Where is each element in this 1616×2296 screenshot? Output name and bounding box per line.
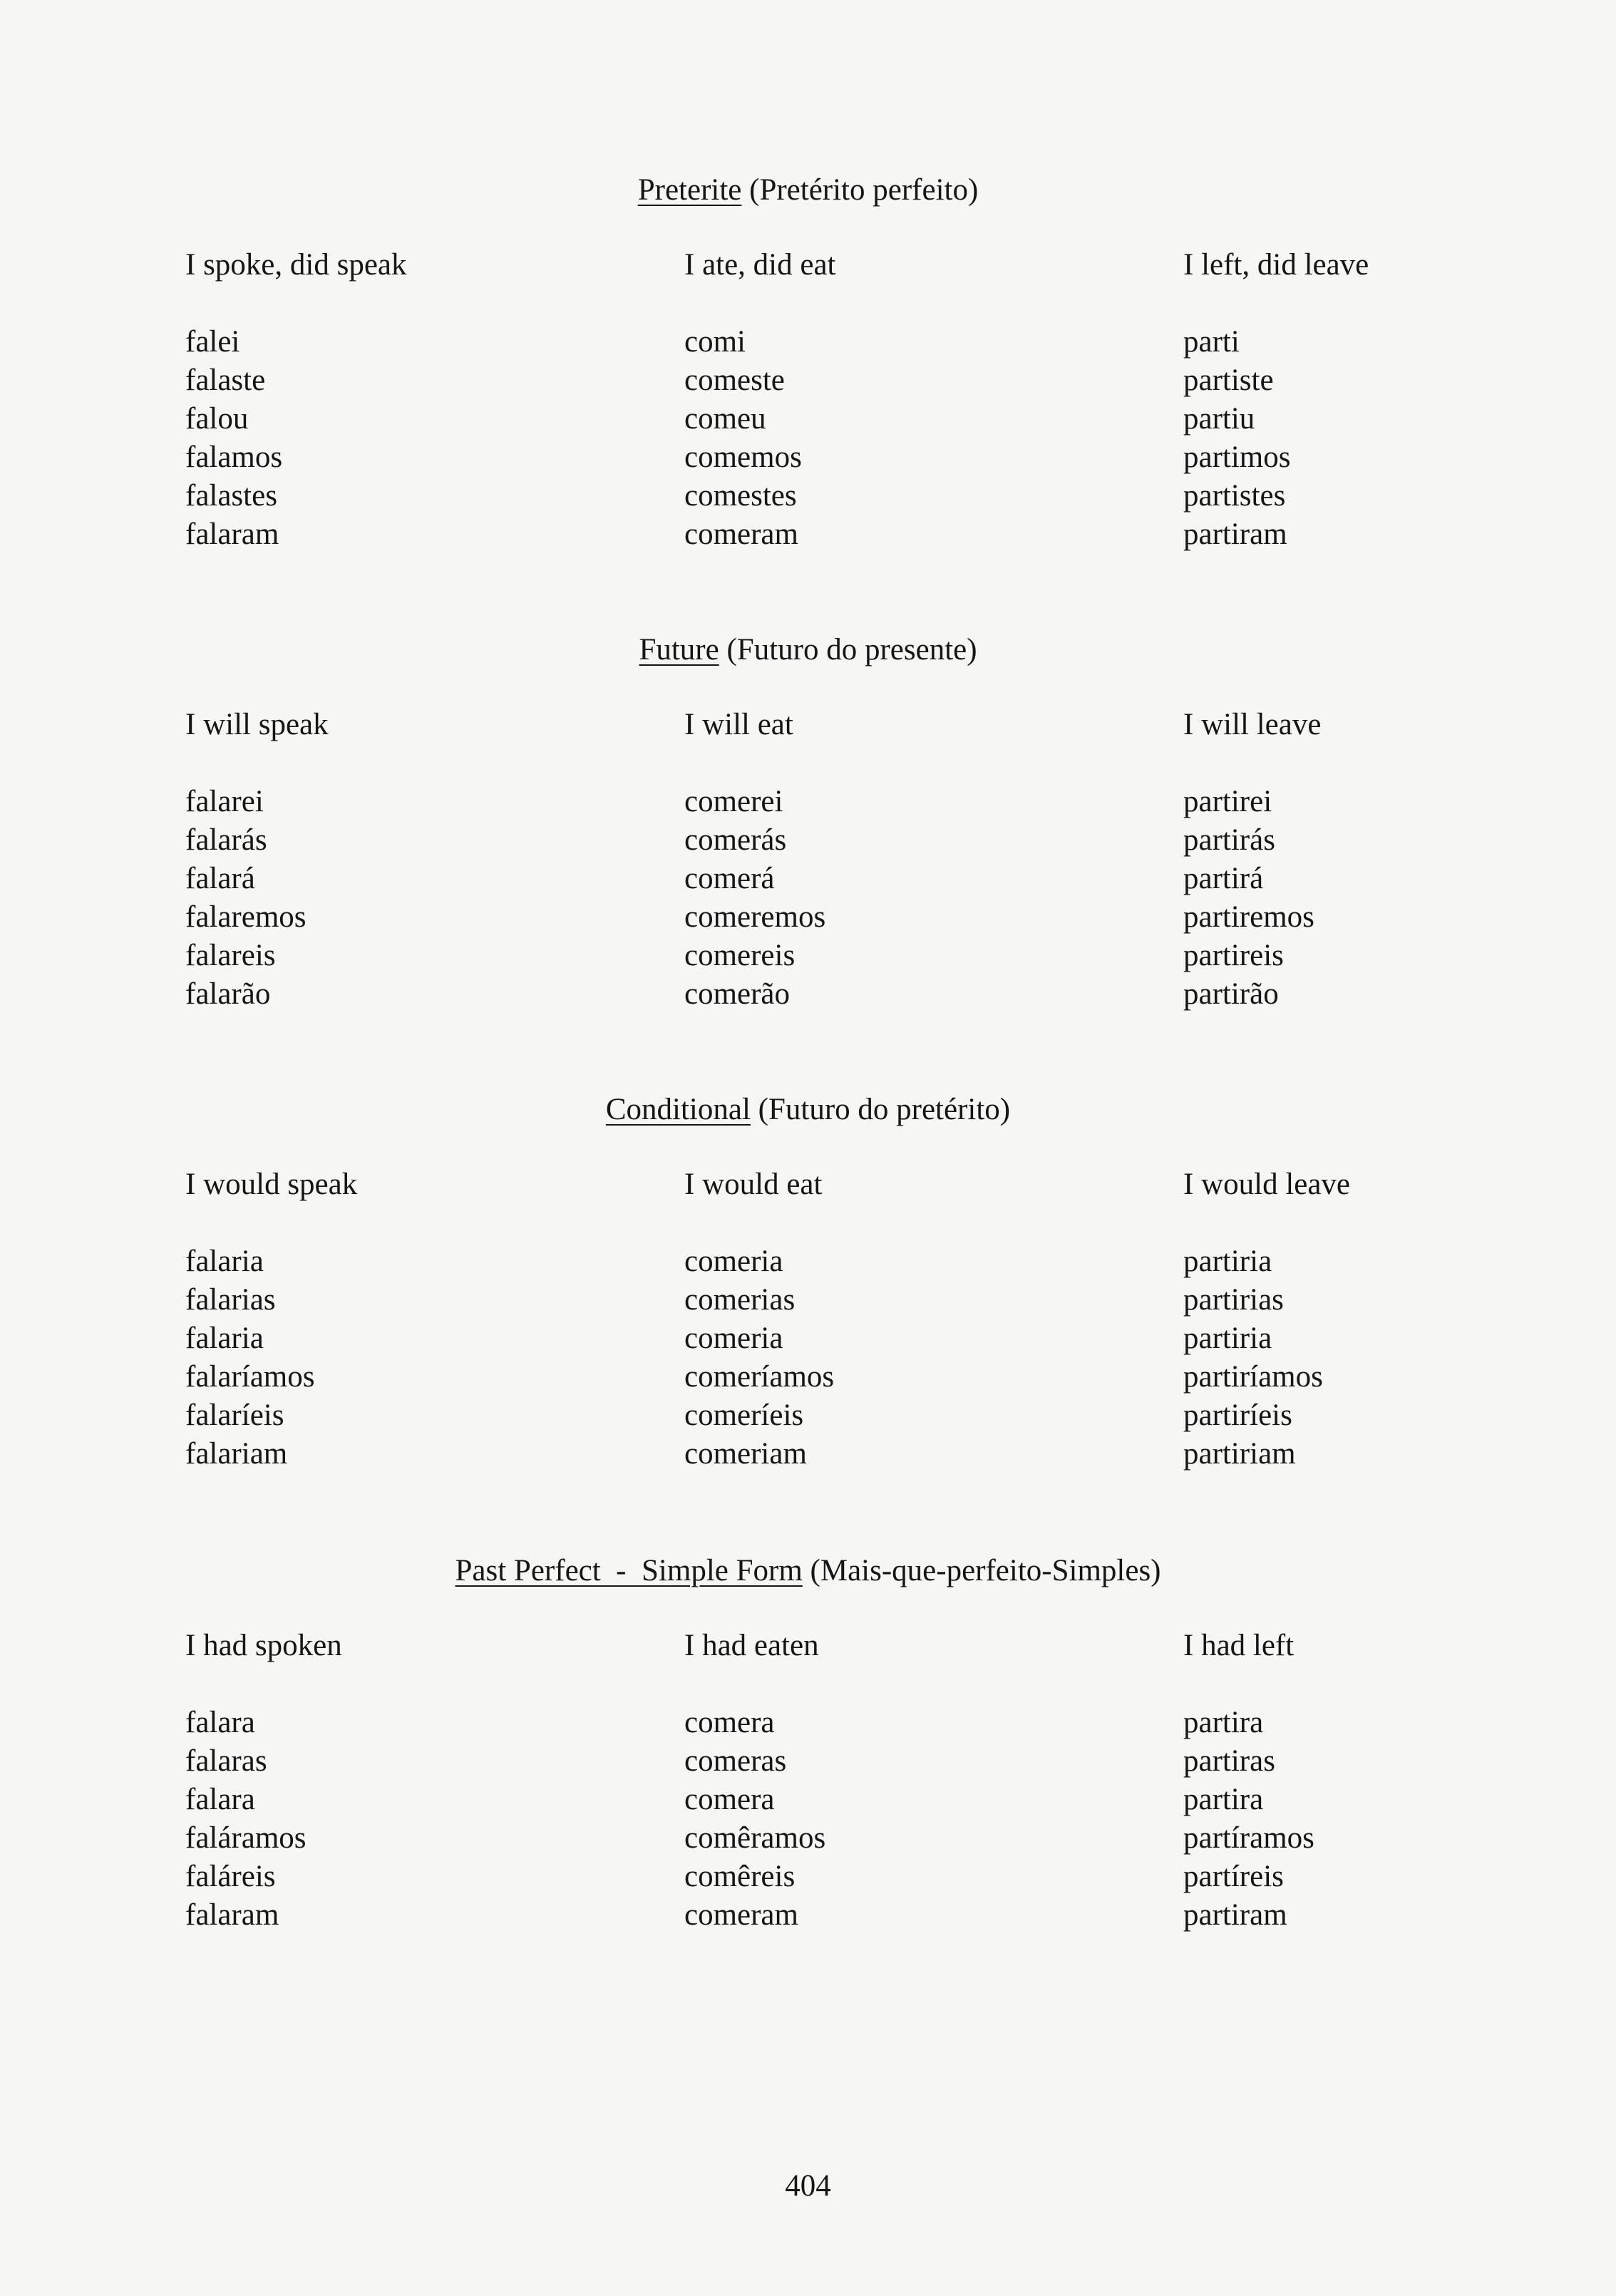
verb-form: comera <box>684 1783 775 1816</box>
verb-form: comerás <box>684 823 787 857</box>
column-header: I will eat <box>684 708 793 741</box>
verb-form: partirá <box>1183 862 1264 895</box>
verb-form: comeremos <box>684 900 826 934</box>
section-title-underlined: Conditional <box>605 1093 751 1126</box>
verb-form: comera <box>684 1706 775 1739</box>
column-header: I would eat <box>684 1168 823 1201</box>
section-title-underlined: Past Perfect - Simple Form <box>455 1554 803 1587</box>
verb-form: partira <box>1183 1783 1264 1816</box>
verb-form: comeram <box>684 518 798 551</box>
section-title-rest: (Futuro do presente) <box>719 633 977 666</box>
section-title <box>0 171 1616 210</box>
verb-form: comeras <box>684 1744 787 1778</box>
verb-form: falaríeis <box>185 1399 284 1432</box>
verb-form: partira <box>1183 1706 1264 1739</box>
verb-form: partiram <box>1183 1898 1287 1932</box>
section-title-rest: (Pretérito perfeito) <box>741 173 979 207</box>
section-title-rest: (Mais-que-perfeito-Simples) <box>802 1554 1161 1587</box>
verb-form: partíreis <box>1183 1860 1284 1893</box>
verb-form: comeram <box>684 1898 798 1932</box>
column-ar-verb <box>185 246 649 554</box>
section-title <box>0 1091 1616 1129</box>
verb-form: comeste <box>684 364 785 397</box>
verb-form: partiria <box>1183 1322 1272 1355</box>
verb-form: falei <box>185 325 240 359</box>
verb-form: partirei <box>1183 785 1272 818</box>
column-er-verb <box>684 1165 1148 1473</box>
verb-form: comerão <box>684 977 791 1011</box>
verb-form: comerá <box>684 862 775 895</box>
verb-form: comêreis <box>684 1860 796 1893</box>
verb-form: falaram <box>185 1898 279 1932</box>
verb-form: comi <box>684 325 746 359</box>
verb-form: partiu <box>1183 402 1255 436</box>
column-header: I would leave <box>1183 1168 1351 1201</box>
page-number: 404 <box>785 2169 831 2203</box>
verb-form: falaria <box>185 1322 264 1355</box>
column-header: I had spoken <box>185 1629 342 1662</box>
column-er-verb <box>684 1627 1148 1935</box>
verb-form: falareis <box>185 939 276 972</box>
verb-form: partiras <box>1183 1744 1275 1778</box>
verb-form: partiriam <box>1183 1437 1296 1471</box>
column-header: I spoke, did speak <box>185 248 407 282</box>
column-header: I left, did leave <box>1183 248 1369 282</box>
column-ir-verb <box>1183 706 1616 1014</box>
column-header: I would speak <box>185 1168 358 1201</box>
verb-form: partiste <box>1183 364 1274 397</box>
column-header: I will leave <box>1183 708 1322 741</box>
verb-form: comeriam <box>684 1437 807 1471</box>
verb-form: partirão <box>1183 977 1279 1011</box>
verb-form: comerias <box>684 1283 796 1317</box>
verb-form: partiríeis <box>1183 1399 1292 1432</box>
verb-form: falariam <box>185 1437 288 1471</box>
verb-form: comeríamos <box>684 1360 835 1394</box>
column-ir-verb <box>1183 1165 1616 1473</box>
verb-form: partiríamos <box>1183 1360 1323 1394</box>
column-ar-verb <box>185 1627 649 1935</box>
verb-form: falaram <box>185 518 279 551</box>
verb-form: comemos <box>684 441 802 474</box>
verb-form: comereis <box>684 939 796 972</box>
verb-form: partiremos <box>1183 900 1314 934</box>
column-header: I had eaten <box>684 1629 819 1662</box>
verb-form: falarei <box>185 785 264 818</box>
verb-form: partimos <box>1183 441 1291 474</box>
verb-form: falaria <box>185 1245 264 1278</box>
verb-form: comeria <box>684 1245 783 1278</box>
verb-form: falarás <box>185 823 267 857</box>
column-ar-verb <box>185 1165 649 1473</box>
verb-form: falaríamos <box>185 1360 315 1394</box>
verb-form: partireis <box>1183 939 1284 972</box>
verb-form: partiria <box>1183 1245 1272 1278</box>
column-er-verb <box>684 246 1148 554</box>
verb-form: comêramos <box>684 1821 826 1855</box>
verb-form: falaste <box>185 364 266 397</box>
verb-form: faláramos <box>185 1821 307 1855</box>
section-title-underlined: Preterite <box>637 173 742 207</box>
column-ar-verb <box>185 706 649 1014</box>
column-header: I had left <box>1183 1629 1295 1662</box>
verb-form: falou <box>185 402 249 436</box>
verb-form: partistes <box>1183 479 1286 513</box>
column-ir-verb <box>1183 246 1616 554</box>
verb-form: falastes <box>185 479 277 513</box>
section-title <box>0 1552 1616 1590</box>
column-er-verb <box>684 706 1148 1014</box>
column-header: I ate, did eat <box>684 248 836 282</box>
verb-form: partiram <box>1183 518 1287 551</box>
verb-form: comeríeis <box>684 1399 804 1432</box>
verb-form: falamos <box>185 441 283 474</box>
column-header: I will speak <box>185 708 329 741</box>
verb-form: partíramos <box>1183 1821 1314 1855</box>
section-title <box>0 631 1616 669</box>
verb-form: partirás <box>1183 823 1275 857</box>
column-ir-verb <box>1183 1627 1616 1935</box>
verb-form: partirias <box>1183 1283 1284 1317</box>
verb-form: falarias <box>185 1283 276 1317</box>
verb-form: comeria <box>684 1322 783 1355</box>
section-title-rest: (Futuro do pretérito) <box>750 1093 1011 1126</box>
verb-form: faláreis <box>185 1860 276 1893</box>
verb-form: comestes <box>684 479 797 513</box>
verb-form: falarão <box>185 977 271 1011</box>
verb-form: comerei <box>684 785 783 818</box>
verb-form: falara <box>185 1783 255 1816</box>
verb-form: comeu <box>684 402 766 436</box>
verb-form: falara <box>185 1706 255 1739</box>
verb-form: falará <box>185 862 255 895</box>
verb-form: falaremos <box>185 900 307 934</box>
verb-form: falaras <box>185 1744 267 1778</box>
section-title-underlined: Future <box>639 633 719 666</box>
verb-form: parti <box>1183 325 1240 359</box>
